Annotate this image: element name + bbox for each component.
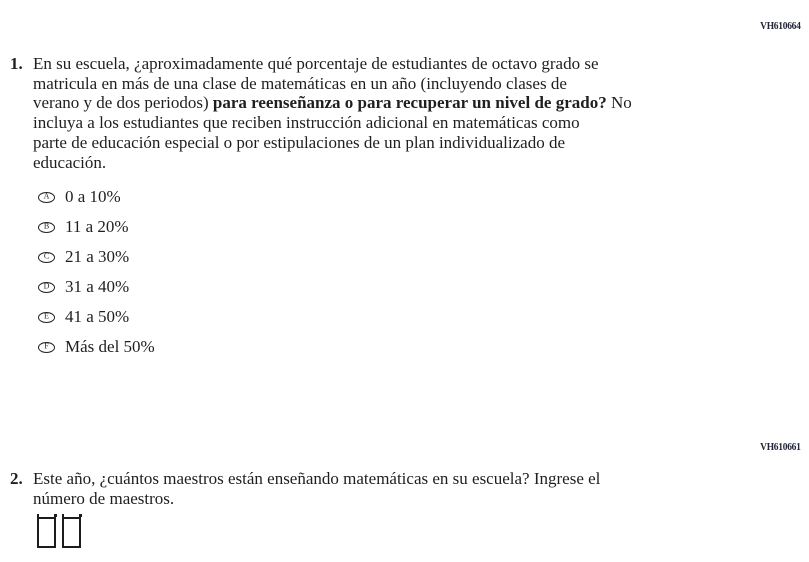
option-b-label: 11 a 20% xyxy=(65,217,129,236)
option-e-bubble-icon[interactable] xyxy=(38,312,55,323)
option-d-bubble-icon[interactable] xyxy=(38,282,55,293)
question-2-text xyxy=(33,469,600,508)
option-a-bubble-icon[interactable] xyxy=(38,192,55,203)
question-1-line-1: En su escuela, ¿aproximadamente qué porcentaje de estudiantes de octavo grado se xyxy=(33,54,599,73)
option-e-label: 41 a 50% xyxy=(65,307,130,326)
question-1-options xyxy=(38,182,155,362)
digit-box-ones[interactable] xyxy=(62,517,81,548)
option-a[interactable] xyxy=(38,182,155,212)
question-1-line-5: parte de educación especial o por estipulaciones de un plan individualizado de xyxy=(33,132,565,152)
option-e-letter: E xyxy=(44,311,49,321)
option-a-label: 0 a 10% xyxy=(65,187,121,206)
question-1-line-3-regular: verano y de dos periodos) xyxy=(33,93,213,113)
option-c-label: 21 a 30% xyxy=(65,247,130,266)
option-d-label: 31 a 40% xyxy=(65,277,130,296)
option-d[interactable] xyxy=(38,272,155,302)
option-f-letter: F xyxy=(44,341,49,351)
question-1-line-2: matricula en más de una clase de matemáticas en un año (incluyendo clases de xyxy=(33,73,567,93)
question-2-accession-code: VH610661 xyxy=(760,442,801,453)
option-f[interactable] xyxy=(38,332,155,362)
option-c-bubble-icon[interactable] xyxy=(38,252,55,263)
question-2 xyxy=(10,469,600,508)
question-1-line-4: incluya a los estudiantes que reciben instrucción adicional en matemáticas como xyxy=(33,113,580,133)
option-d-letter: D xyxy=(43,281,50,291)
option-f-label: Más del 50% xyxy=(65,337,155,356)
option-e[interactable] xyxy=(38,302,155,332)
question-1-line-6: educación. xyxy=(33,152,107,172)
option-a-letter: A xyxy=(43,191,50,201)
digit-box-tens[interactable] xyxy=(37,517,56,548)
option-b-letter: B xyxy=(43,221,50,231)
question-2-answer-boxes xyxy=(37,517,81,548)
question-1-line-3-regular-end: No xyxy=(606,93,632,113)
question-1-text xyxy=(33,54,632,172)
question-2-number: 2. xyxy=(10,469,23,488)
question-1-line-3-bold: para reenseñanza o para recuperar un nivel de grado? xyxy=(212,93,607,113)
option-c-letter: C xyxy=(43,251,50,261)
option-c[interactable] xyxy=(38,242,155,272)
question-1 xyxy=(10,54,632,172)
option-f-bubble-icon[interactable] xyxy=(38,342,55,353)
question-1-number: 1. xyxy=(10,54,23,73)
question-1-line-3 xyxy=(33,93,632,113)
option-b-bubble-icon[interactable] xyxy=(38,222,55,233)
question-2-line-1: Este año, ¿cuántos maestros están enseñando matemáticas en su escuela? Ingrese el xyxy=(33,469,601,488)
question-1-accession-code: VH610664 xyxy=(760,21,801,32)
option-b[interactable] xyxy=(38,212,155,242)
question-2-line-2: número de maestros. xyxy=(33,488,175,508)
